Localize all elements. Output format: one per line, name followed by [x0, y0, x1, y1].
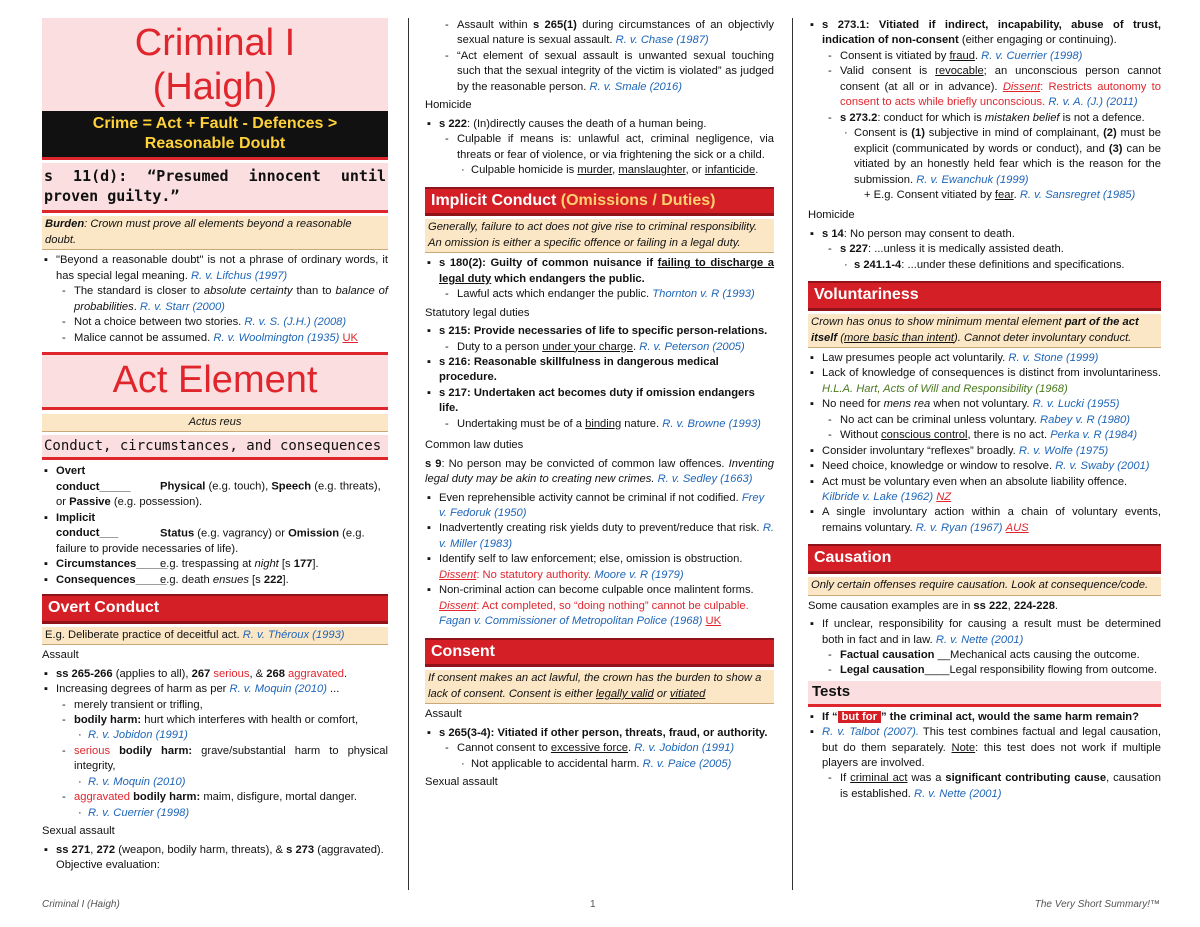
- nuisance-list: [425, 256, 774, 302]
- burden-list: [42, 253, 388, 346]
- page-number: 1: [590, 899, 596, 910]
- list-item: ▪ s 222: (In)directly causes the death of a human being.: [425, 117, 774, 132]
- consent-heading: Consent: [425, 638, 774, 668]
- list-item: - Factual causation __Mechanical acts causing the outcome.: [808, 648, 1161, 663]
- crime-formula: Crime = Act + Fault - Defences > Reasonable Doubt: [42, 111, 388, 160]
- list-item: ▪ s 273.1: Vitiated if indirect, incapability, abuse of trust, indication of non-consent (either engaging or continuing).: [808, 18, 1161, 49]
- presumed-innocent-heading: s 11(d): “Presumed innocent until proven guilty.”: [42, 163, 388, 213]
- list-item: - Malice cannot be assumed. R. v. Woolmington (1935) UK: [42, 331, 388, 346]
- list-item: ▪ Implicit conduct___ Status (e.g. vagrancy) or Omission (e.g. failure to provide necessaries of life).: [42, 511, 388, 557]
- column-divider-1: [408, 18, 409, 890]
- footer-right: The Very Short Summary!™: [1034, 899, 1160, 910]
- sexual-consent-list: [808, 18, 1161, 203]
- homicide-label: Homicide: [425, 99, 472, 112]
- list-item: - No act can be criminal unless voluntary. Rabey v. R (1980): [808, 413, 1161, 428]
- list-item: ▪ A single involuntary action within a chain of voluntary events, remains voluntary. R. v. Ryan (1967) AUS: [808, 505, 1161, 536]
- causation-list: [808, 617, 1161, 679]
- consent-note: If consent makes an act lawful, the crown has the burden to show a lack of consent. Consent is either legally valid or vitiated: [425, 670, 774, 704]
- list-item: ▪ s 217: Undertaken act becomes duty if omission endangers life.: [425, 386, 774, 417]
- list-item: - Valid consent is revocable; an unconscious person cannot consent (at all or in advance). Dissent: Restricts autonomy to consent to acts while briefly unconscious. R. v. A. (J.) (2011): [808, 64, 1161, 110]
- list-item: ▪ Lack of knowledge of consequences is distinct from involuntariness. H.L.A. Hart, Acts of Will and Responsibility (1968): [808, 366, 1161, 397]
- list-item: ▪ s 180(2): Guilty of common nuisance if failing to discharge a legal duty which endangers the public.: [425, 256, 774, 287]
- list-item: ▪ R. v. Talbot (2007). This test combines factual and legal causation, but do them separately. Note: this test does not work if multiple players are involved.: [808, 725, 1161, 771]
- causation-heading: Causation: [808, 544, 1161, 574]
- list-item: ▪ s 14: No person may consent to death.: [808, 227, 1161, 242]
- list-item: - If criminal act was a significant contributing cause, causation is established. R. v. Nette (2001): [808, 771, 1161, 802]
- list-item: - “Act element of sexual assault is unwanted sexual touching such that the sexual integrity of the victim is violated” as judged by the reasonable person. R. v. Smale (2016): [425, 49, 774, 95]
- list-item: ▪ Even reprehensible activity cannot be criminal if not codified. Frey v. Fedoruk (1950): [425, 491, 774, 522]
- statutory-duties-list: [425, 324, 774, 432]
- consent-homicide-list: [808, 227, 1161, 273]
- list-item: - merely transient or trifling,: [42, 698, 388, 713]
- list-item: ▪ No need for mens rea when not voluntary. R. v. Lucki (1955): [808, 397, 1161, 412]
- list-item: · R. v. Cuerrier (1998): [42, 806, 388, 821]
- list-item: ▪ If unclear, responsibility for causing a result must be determined both in fact and in law. R. v. Nette (2001): [808, 617, 1161, 648]
- list-item: - bodily harm: hurt which interferes with health or comfort,: [42, 713, 388, 728]
- overt-conduct-note: E.g. Deliberate practice of deceitful act. R. v. Théroux (1993): [42, 627, 388, 645]
- causation-note: Only certain offenses require causation. Look at consequence/code.: [808, 577, 1161, 595]
- list-item: + E.g. Consent vitiated by fear. R. v. Sansregret (1985): [864, 188, 1136, 201]
- assault-list: [42, 667, 388, 822]
- list-item: - Undertaking must be of a binding nature. R. v. Browne (1993): [425, 417, 774, 432]
- column-3: [808, 18, 1161, 802]
- footer-left: Criminal I (Haigh): [42, 899, 120, 910]
- list-item: · Consent is (1) subjective in mind of complainant, (2) must be explicit (communicated by words or conduct), and (3) can be vitiated by an honestly held fear which is the reason for the submission. R. v. Ewanchuk (1999): [808, 126, 1161, 188]
- list-item: - Lawful acts which endanger the public. Thornton v. R (1993): [425, 287, 774, 302]
- page-title: Criminal I (Haigh): [42, 18, 388, 111]
- list-item: - The standard is closer to absolute certainty than to balance of probabilities. R. v. Starr (2000): [42, 284, 388, 315]
- common-law-list: [425, 491, 774, 630]
- causation-examples: Some causation examples are in ss 222, 224-228.: [808, 599, 1059, 612]
- common-law-duties-label: Common law duties: [425, 439, 524, 452]
- list-item: - Not a choice between two stories. R. v. S. (J.H.) (2008): [42, 315, 388, 330]
- list-item: ▪ Consequences_____e.g. death ensues [s 222].: [42, 573, 388, 588]
- list-item: - serious bodily harm: grave/substantial harm to physical integrity,: [42, 744, 388, 775]
- column-divider-2: [792, 18, 793, 890]
- list-item: ▪ ss 271, 272 (weapon, bodily harm, threats), & s 273 (aggravated). Objective evaluation:: [42, 843, 388, 874]
- voluntariness-list: [808, 351, 1161, 536]
- list-item: ▪ Overt conduct_____ Physical (e.g. touch), Speech (e.g. threats), or Passive (e.g. possession).: [42, 464, 388, 510]
- list-item: · s 241.1-4: ...under these definitions and specifications.: [808, 258, 1161, 273]
- list-item: - Cannot consent to excessive force. R. v. Jobidon (1991): [425, 741, 774, 756]
- list-item: - aggravated bodily harm: maim, disfigure, mortal danger.: [42, 790, 388, 805]
- list-item: ▪ s 215: Provide necessaries of life to specific person-relations.: [425, 324, 774, 339]
- sexual-assault-list: [42, 843, 388, 874]
- list-item: - Consent is vitiated by fraud. R. v. Cuerrier (1998): [808, 49, 1161, 64]
- consent-homicide-label: Homicide: [808, 209, 855, 222]
- list-item: ▪ Consider involuntary “reflexes” broadly. R. v. Wolfe (1975): [808, 444, 1161, 459]
- statutory-duties-label: Statutory legal duties: [425, 306, 530, 319]
- burden-note: Burden: Crown must prove all elements beyond a reasonable doubt.: [42, 216, 388, 250]
- tests-heading: Tests: [808, 681, 1161, 707]
- tests-list: [808, 710, 1161, 803]
- implicit-conduct-note: Generally, failure to act does not give rise to criminal responsibility. An omission is either a specific offence or failing in a legal duty.: [425, 219, 774, 253]
- list-item: ▪ If “ but for ” the criminal act, would the same harm remain?: [808, 710, 1161, 725]
- list-item: ▪ Increasing degrees of harm as per R. v. Moquin (2010) ...: [42, 682, 388, 697]
- list-item: - Culpable if means is: unlawful act, criminal negligence, via threats or fear of violence, or via frightening the sick or a child.: [425, 132, 774, 163]
- but-for-highlight: but for: [838, 711, 881, 723]
- sexual-assault-cont-list: [425, 18, 774, 95]
- s9-paragraph: s 9: No person may be convicted of common law offences. Inventing legal duty may be akin to creating new crimes. R. v. Sedley (1663): [425, 457, 774, 486]
- list-item: ▪ ss 265-266 (applies to all), 267 serious, & 268 aggravated.: [42, 667, 388, 682]
- list-item: - s 227: ...unless it is medically assisted death.: [808, 242, 1161, 257]
- consent-assault-label: Assault: [425, 708, 462, 721]
- list-item: ▪ Circumstances_____e.g. trespassing at night [s 177].: [42, 557, 388, 572]
- voluntariness-note: Crown has onus to show minimum mental element part of the act itself (more basic than intent). Cannot deter involuntary conduct.: [808, 314, 1161, 348]
- act-element-title: Act Element: [42, 352, 388, 410]
- list-item: · Culpable homicide is murder, manslaughter, or infanticide.: [425, 163, 774, 178]
- sexual-assault-label: Sexual assault: [42, 825, 115, 838]
- list-item: ▪ Act must be voluntary even when an absolute liability offence. Kilbride v. Lake (1962) NZ: [808, 475, 1161, 506]
- actus-reus-label: Actus reus: [42, 414, 388, 432]
- column-1: [42, 18, 388, 874]
- list-item: ▪ Non-criminal action can become culpable once malintent forms. Dissent: Act completed, so “doing nothing” cannot be culpable. Fagan v. Commissioner of Metropolitan Police (1968) UK: [425, 583, 774, 629]
- list-item: - Legal causation____Legal responsibility flowing from outcome.: [808, 663, 1161, 678]
- act-components-list: [42, 464, 388, 588]
- overt-conduct-heading: Overt Conduct: [42, 594, 388, 624]
- implicit-conduct-heading: Implicit Conduct (Omissions / Duties): [425, 187, 774, 217]
- list-item: ▪ Identify self to law enforcement; else, omission is obstruction. Dissent: No statutory authority. Moore v. R (1979): [425, 552, 774, 583]
- list-item: ▪ "Beyond a reasonable doubt" is not a phrase of ordinary words, it has special legal meaning. R. v. Lifchus (1997): [42, 253, 388, 284]
- list-item: ▪ Inadvertently creating risk yields duty to prevent/reduce that risk. R. v. Miller (1983): [425, 521, 774, 552]
- list-item: · R. v. Jobidon (1991): [42, 728, 388, 743]
- list-item: ▪ s 216: Reasonable skillfulness in dangerous medical procedure.: [425, 355, 774, 386]
- list-item: - s 273.2: conduct for which is mistaken belief is not a defence.: [808, 111, 1161, 126]
- consent-assault-list: [425, 726, 774, 772]
- conduct-heading: Conduct, circumstances, and consequences: [42, 435, 388, 460]
- list-item: · Not applicable to accidental harm. R. v. Paice (2005): [425, 757, 774, 772]
- column-2: [425, 18, 774, 794]
- list-item: ▪ s 265(3-4): Vitiated if other person, threats, fraud, or authority.: [425, 726, 774, 741]
- list-item: - Assault within s 265(1) during circumstances of an objectivly sexual nature is sexual assault. R. v. Chase (1987): [425, 18, 774, 49]
- list-item: · R. v. Moquin (2010): [42, 775, 388, 790]
- voluntariness-heading: Voluntariness: [808, 281, 1161, 311]
- list-item: - Duty to a person under your charge. R. v. Peterson (2005): [425, 340, 774, 355]
- list-item: ▪ Law presumes people act voluntarily. R. v. Stone (1999): [808, 351, 1161, 366]
- assault-label: Assault: [42, 649, 79, 662]
- homicide-list: [425, 117, 774, 179]
- consent-sexual-label: Sexual assault: [425, 776, 498, 789]
- list-item: ▪ Need choice, knowledge or window to resolve. R. v. Swaby (2001): [808, 459, 1161, 474]
- list-item: - Without conscious control, there is no act. Perka v. R (1984): [808, 428, 1161, 443]
